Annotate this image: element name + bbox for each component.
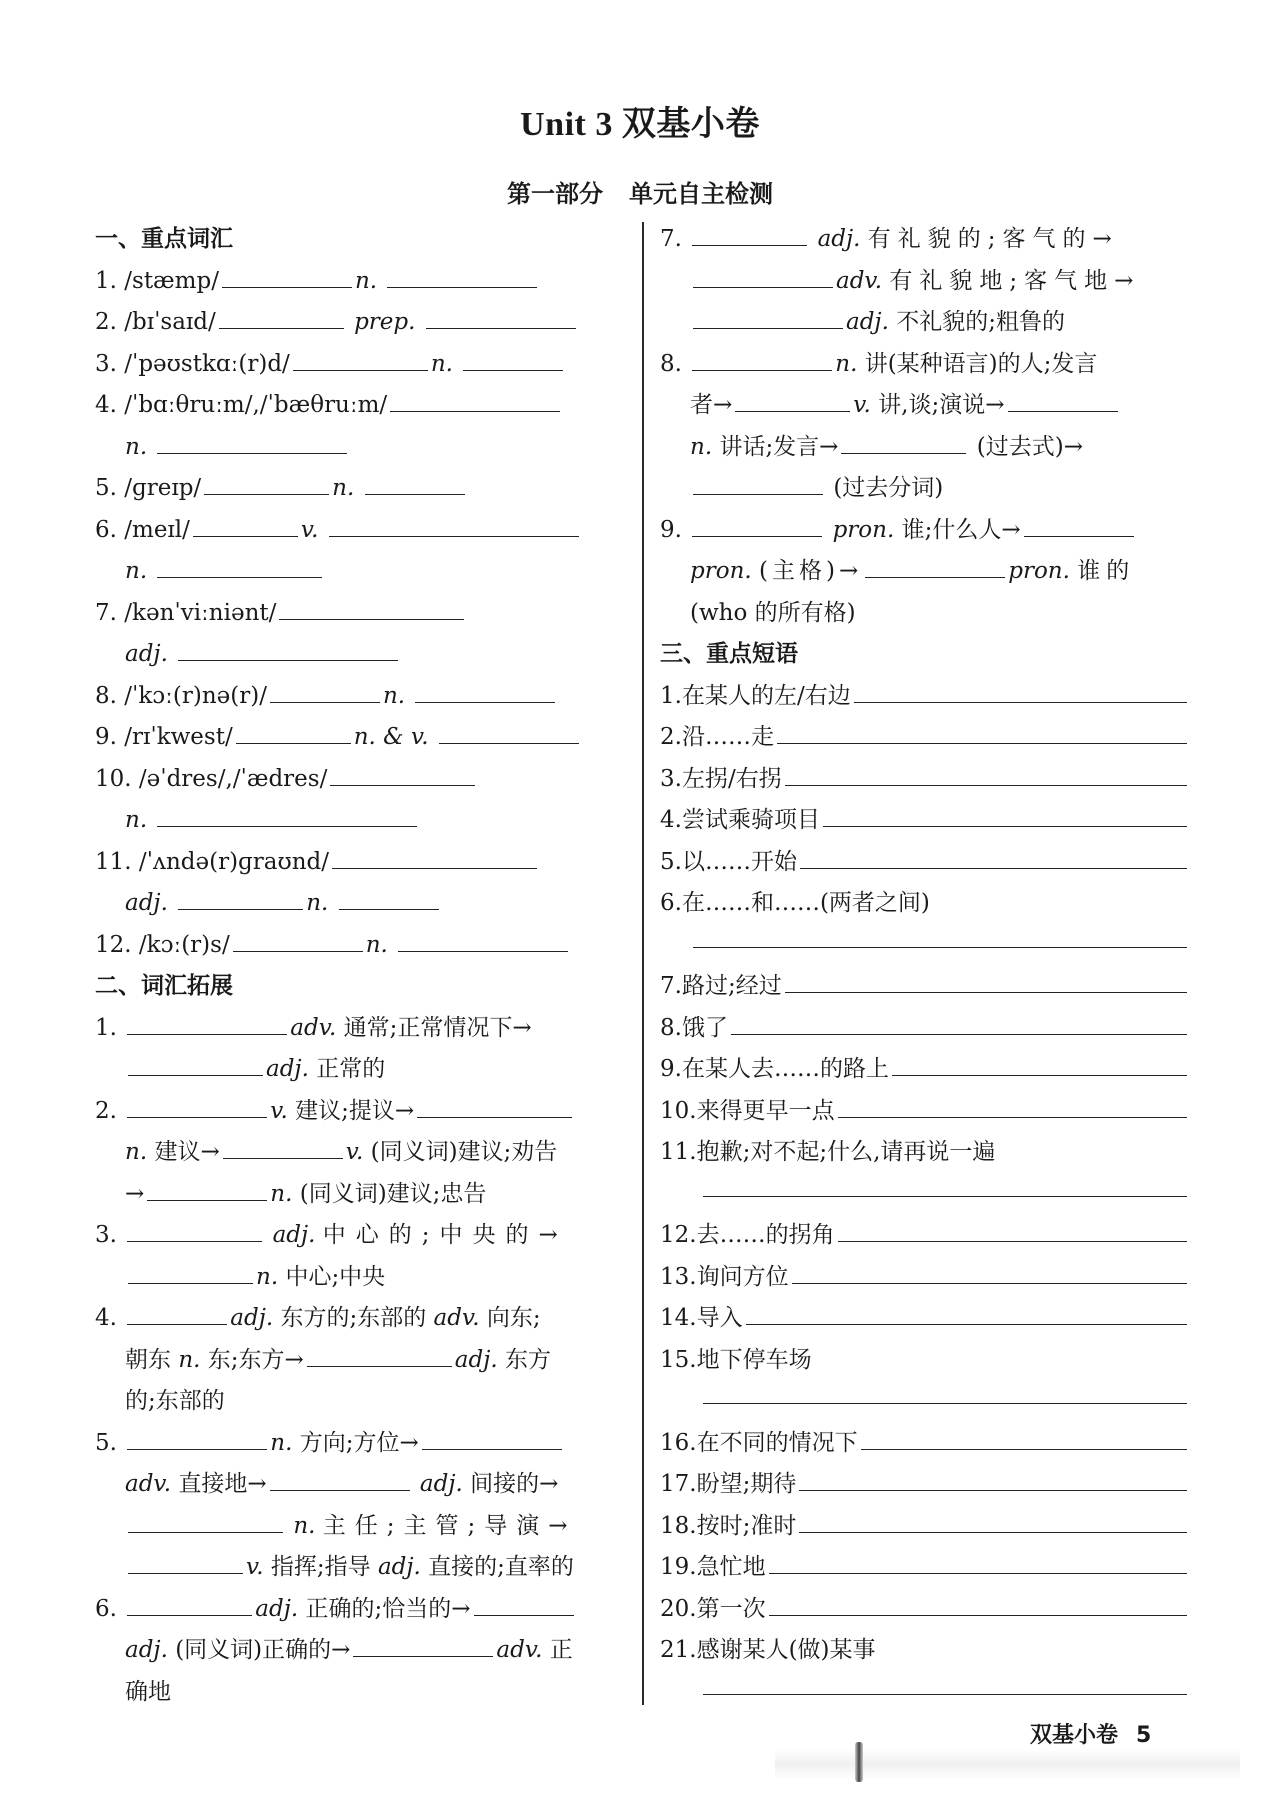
- phrase-item: [660, 842, 1190, 884]
- extension-item: 5. n. 方向;方位→: [95, 1423, 620, 1465]
- phonetic: /ˈbɑːθruːm/,/ˈbæθruːm/: [124, 392, 388, 418]
- answer-blank[interactable]: [307, 1344, 452, 1367]
- phrase-number: 18.: [660, 1512, 697, 1539]
- answer-blank[interactable]: [128, 1053, 263, 1076]
- extension-item-cont: 者→ v. 讲,谈;演说→: [660, 385, 1190, 427]
- answer-blank[interactable]: [439, 721, 579, 744]
- phrase-number: 5.: [660, 848, 682, 875]
- extension-item: 1. adv. 通常;正常情况下→: [95, 1008, 620, 1050]
- answer-blank[interactable]: [865, 555, 1005, 578]
- extension-item-cont: adj. (同义词)正确的→ adv. 正: [95, 1630, 620, 1672]
- extension-item: 8. n. 讲(某种语言)的人;发言: [660, 344, 1190, 386]
- answer-blank[interactable]: [463, 348, 563, 371]
- book-name: 双基小卷: [1030, 1723, 1119, 1748]
- answer-blank[interactable]: [332, 846, 537, 869]
- phrase-number: 4.: [660, 807, 682, 833]
- phrase-text: 第一次: [696, 1595, 766, 1622]
- answer-blank[interactable]: [339, 887, 439, 910]
- answer-blank[interactable]: [426, 306, 576, 329]
- answer-blank[interactable]: [703, 1174, 1187, 1197]
- answer-blank[interactable]: [390, 389, 560, 412]
- phrase-number: 8.: [660, 1014, 682, 1041]
- phrase-item: [660, 883, 1190, 925]
- column-divider: [642, 222, 644, 1705]
- extension-item-cont: n. 讲话;发言→ (过去式)→: [660, 427, 1190, 469]
- vocab-item: 8. /ˈkɔː(r)nə(r)/ n.: [95, 676, 620, 718]
- answer-blank[interactable]: [127, 1593, 252, 1616]
- extension-item-cont: n. 主任;主管;导演→: [95, 1506, 620, 1548]
- phonetic: /ˈpəʊstkɑː(r)d/: [124, 350, 290, 377]
- extension-item-cont: adj. 不礼貌的;粗鲁的: [660, 302, 1190, 344]
- extension-item-cont: n. 中心;中央: [95, 1257, 620, 1299]
- answer-blank[interactable]: [127, 1427, 267, 1450]
- phrase-item: [660, 1506, 1190, 1548]
- answer-blank[interactable]: [735, 389, 850, 412]
- answer-blank[interactable]: [204, 472, 329, 495]
- answer-blank[interactable]: [157, 431, 347, 454]
- extension-item: 9. pron. 谁;什么人→: [660, 510, 1190, 552]
- phrase-number: 19.: [660, 1554, 697, 1580]
- phrase-number: 9.: [660, 1056, 682, 1082]
- phrase-text: 来得更早一点: [696, 1097, 835, 1124]
- answer-blank[interactable]: [193, 514, 298, 537]
- phrase-item: [660, 676, 1190, 718]
- answer-blank[interactable]: [178, 887, 303, 910]
- vocab-item: 9. /rɪˈkwest/ n. & v.: [95, 717, 620, 759]
- phrase-number: 20.: [660, 1595, 697, 1622]
- answer-blank[interactable]: [693, 265, 833, 288]
- phonetic: /stæmp/: [124, 267, 219, 294]
- phrase-number: 13.: [660, 1263, 697, 1290]
- answer-blank[interactable]: [731, 1012, 1187, 1035]
- phrase-text: 在某人去……的路上: [681, 1056, 889, 1082]
- page-number: 5: [1136, 1723, 1152, 1748]
- phrase-number: 1.: [660, 682, 682, 709]
- answer-blank[interactable]: [693, 925, 1187, 948]
- answer-blank[interactable]: [703, 1672, 1187, 1695]
- vocab-item: 4. /ˈbɑːθruːm/,/ˈbæθruːm/: [95, 385, 620, 427]
- answer-blank[interactable]: [415, 680, 555, 703]
- extension-item-cont: (who 的所有格): [690, 599, 856, 626]
- answer-blank[interactable]: [128, 1261, 253, 1284]
- phrase-number: 3.: [660, 765, 682, 792]
- phrase-number: 17.: [660, 1471, 697, 1497]
- phrase-item: [660, 1340, 1190, 1382]
- extension-item-cont: adv. 有礼貌地;客气地→: [660, 261, 1190, 303]
- phrase-text: 导入: [696, 1305, 743, 1331]
- extension-item: 4. adj. 东方的;东部的 adv. 向东;: [95, 1298, 620, 1340]
- answer-blank[interactable]: [693, 472, 823, 495]
- phrase-item: [660, 1215, 1190, 1257]
- vocab-item-cont: n.: [95, 551, 620, 593]
- phrase-item: [660, 1423, 1190, 1465]
- answer-blank[interactable]: [387, 265, 537, 288]
- answer-blank[interactable]: [892, 1053, 1187, 1076]
- answer-blank[interactable]: [233, 929, 363, 952]
- phrase-number: 2.: [660, 724, 682, 750]
- answer-blank[interactable]: [785, 763, 1187, 786]
- answer-blank[interactable]: [692, 223, 807, 246]
- vocab-item: 1. /stæmp/ n.: [95, 261, 620, 303]
- phrase-text: 左拐/右拐: [681, 765, 782, 792]
- extension-item-cont: (过去分词): [660, 468, 1190, 510]
- extension-item-cont: pron. (主格)→ pron. 谁的: [660, 551, 1190, 593]
- phonetic: /ˈʌndə(r)ɡraʊnd/: [138, 848, 330, 875]
- phrase-item: [660, 1464, 1190, 1506]
- section-heading-vocab-extension: 二、词汇拓展: [95, 973, 233, 999]
- answer-blank[interactable]: [353, 1634, 493, 1657]
- answer-blank[interactable]: [692, 514, 822, 537]
- phrase-number: 21.: [660, 1637, 697, 1663]
- phrase-item: [660, 1257, 1190, 1299]
- answer-blank[interactable]: [329, 514, 579, 537]
- phrase-item: [660, 1547, 1190, 1589]
- phonetic: /ɡreɪp/: [124, 475, 202, 501]
- vocab-item-cont: adj. n.: [95, 883, 620, 925]
- answer-blank[interactable]: [769, 1593, 1187, 1616]
- part-name: 单元自主检测: [629, 179, 773, 208]
- answer-blank[interactable]: [799, 1468, 1187, 1491]
- phrase-text: 抱歉;对不起;什么,请再说一遍: [696, 1139, 996, 1165]
- vocab-item-cont: n.: [95, 427, 620, 469]
- phrase-list: [660, 676, 1190, 1714]
- answer-blank[interactable]: [800, 846, 1187, 869]
- phrase-text: 盼望;期待: [696, 1471, 797, 1497]
- phrase-number: 7.: [660, 973, 682, 999]
- extension-item-cont: n. 建议→ v. (同义词)建议;劝告: [95, 1132, 620, 1174]
- extension-item: 3. adj. 中心的;中央的→: [95, 1215, 620, 1257]
- answer-blank[interactable]: [270, 680, 380, 703]
- extension-item-cont: adv. 直接地→ adj. 间接的→: [95, 1464, 620, 1506]
- answer-blank[interactable]: [219, 306, 344, 329]
- answer-blank[interactable]: [222, 265, 352, 288]
- part-heading: [0, 174, 1280, 209]
- answer-blank[interactable]: [474, 1593, 574, 1616]
- vocab-item: 11. /ˈʌndə(r)ɡraʊnd/: [95, 842, 620, 884]
- phonetic: /kənˈviːniənt/: [124, 599, 277, 626]
- phrase-text: 在不同的情况下: [696, 1429, 858, 1456]
- phrase-number: 10.: [660, 1097, 697, 1124]
- answer-blank[interactable]: [854, 680, 1187, 703]
- phonetic: /ˈkɔː(r)nə(r)/: [124, 682, 267, 709]
- phrase-item-cont: [660, 925, 1190, 967]
- section-heading-vocabulary: 一、重点词汇: [95, 226, 233, 252]
- answer-blank[interactable]: [692, 348, 832, 371]
- answer-blank[interactable]: [746, 1302, 1187, 1325]
- extension-item: 6. adj. 正确的;恰当的→: [95, 1589, 620, 1631]
- phrase-item: [660, 1091, 1190, 1133]
- answer-blank[interactable]: [1024, 514, 1134, 537]
- extension-item-cont: adj. 正常的: [95, 1049, 620, 1091]
- answer-blank[interactable]: [147, 1178, 267, 1201]
- phrase-item: [660, 759, 1190, 801]
- answer-blank[interactable]: [157, 804, 417, 827]
- phrase-text: 饿了: [681, 1014, 728, 1041]
- phrase-text: 路过;经过: [681, 973, 782, 999]
- answer-blank[interactable]: [777, 721, 1187, 744]
- vocab-item: 2. /bɪˈsaɪd/ prep.: [95, 302, 620, 344]
- phrase-item-cont: [660, 1381, 1190, 1423]
- answer-blank[interactable]: [127, 1219, 262, 1242]
- phrase-text: 沿……走: [681, 724, 774, 750]
- phrase-item: [660, 1008, 1190, 1050]
- answer-blank[interactable]: [703, 1381, 1187, 1404]
- answer-blank[interactable]: [823, 804, 1187, 827]
- phonetic: /kɔː(r)s/: [138, 931, 230, 958]
- phrase-text: 询问方位: [696, 1263, 789, 1290]
- answer-blank[interactable]: [279, 597, 464, 620]
- phrase-text: 在某人的左/右边: [681, 682, 851, 709]
- left-column: [95, 219, 620, 1713]
- answer-blank[interactable]: [127, 1302, 227, 1325]
- extension-item-cont: 朝东 n. 东;东方→ adj. 东方: [95, 1340, 620, 1382]
- phrase-number: 15.: [660, 1346, 697, 1373]
- scan-artifact-mark: [855, 1742, 863, 1782]
- answer-blank[interactable]: [693, 306, 843, 329]
- vocab-item: 5. /ɡreɪp/ n.: [95, 468, 620, 510]
- answer-blank[interactable]: [799, 1510, 1187, 1533]
- phrase-text: 在……和……(两者之间): [681, 890, 930, 916]
- phrase-item: [660, 1049, 1190, 1091]
- answer-blank[interactable]: [236, 721, 351, 744]
- answer-blank[interactable]: [270, 1468, 410, 1491]
- answer-blank[interactable]: [157, 555, 322, 578]
- phrase-item: [660, 717, 1190, 759]
- answer-blank[interactable]: [861, 1427, 1187, 1450]
- phrase-item: [660, 800, 1190, 842]
- answer-blank[interactable]: [178, 638, 398, 661]
- phrase-text: 急忙地: [696, 1554, 766, 1580]
- scan-artifact: [775, 1750, 1240, 1780]
- phrase-number: 11.: [660, 1139, 697, 1165]
- phrase-text: 地下停车场: [696, 1346, 812, 1373]
- extension-item: 2. v. 建议;提议→: [95, 1091, 620, 1133]
- answer-blank[interactable]: [792, 1261, 1187, 1284]
- extension-item: 7. adj. 有礼貌的;客气的→: [660, 219, 1190, 261]
- phonetic: /meɪl/: [124, 516, 190, 543]
- vocab-item: 10. /əˈdres/,/ˈædres/: [95, 759, 620, 801]
- answer-blank[interactable]: [838, 1095, 1187, 1118]
- answer-blank[interactable]: [417, 1095, 572, 1118]
- answer-blank[interactable]: [365, 472, 465, 495]
- phrase-text: 去……的拐角: [696, 1222, 835, 1248]
- extension-item-cont: v. 指挥;指导 adj. 直接的;直率的: [95, 1547, 620, 1589]
- answer-blank[interactable]: [1008, 389, 1118, 412]
- phonetic: /əˈdres/,/ˈædres/: [138, 765, 328, 792]
- vocab-item: 3. /ˈpəʊstkɑː(r)d/ n.: [95, 344, 620, 386]
- answer-blank[interactable]: [127, 1095, 267, 1118]
- answer-blank[interactable]: [838, 1219, 1187, 1242]
- extension-item-cont: 确地: [125, 1678, 171, 1705]
- phrase-text: 尝试乘骑项目: [681, 807, 820, 833]
- section-heading-phrases: 三、重点短语: [660, 641, 798, 667]
- answer-blank[interactable]: [128, 1551, 243, 1574]
- phrase-number: 6.: [660, 890, 682, 916]
- answer-blank[interactable]: [769, 1551, 1187, 1574]
- vocab-item: 6. /meɪl/ v.: [95, 510, 620, 552]
- vocab-item: 7. /kənˈviːniənt/: [95, 593, 620, 635]
- vocab-item-cont: n.: [95, 800, 620, 842]
- part-label: 第一部分: [507, 179, 603, 208]
- phrase-text: 以……开始: [681, 848, 797, 875]
- answer-blank[interactable]: [330, 763, 475, 786]
- extension-item-cont: → n. (同义词)建议;忠告: [95, 1174, 620, 1216]
- phrase-number: 14.: [660, 1305, 697, 1331]
- answer-blank[interactable]: [398, 929, 568, 952]
- answer-blank[interactable]: [223, 1136, 343, 1159]
- vocab-item-cont: adj.: [95, 634, 620, 676]
- phrase-item: [660, 1298, 1190, 1340]
- extension-item-cont: 的;东部的: [125, 1388, 225, 1414]
- phrase-item: [660, 1132, 1190, 1174]
- phrase-text: 按时;准时: [696, 1512, 797, 1539]
- phrase-item: [660, 966, 1190, 1008]
- phrase-item: [660, 1589, 1190, 1631]
- answer-blank[interactable]: [841, 431, 966, 454]
- phrase-item: [660, 1630, 1190, 1672]
- phonetic: /rɪˈkwest/: [124, 724, 233, 750]
- phrase-number: 12.: [660, 1222, 697, 1248]
- answer-blank[interactable]: [785, 970, 1187, 993]
- answer-blank[interactable]: [127, 1012, 287, 1035]
- phrase-number: 16.: [660, 1429, 697, 1456]
- phrase-item-cont: [660, 1672, 1190, 1714]
- answer-blank[interactable]: [128, 1510, 283, 1533]
- phonetic: /bɪˈsaɪd/: [124, 309, 216, 335]
- right-column: [660, 219, 1190, 1713]
- answer-blank[interactable]: [422, 1427, 562, 1450]
- page-footer: [1030, 1718, 1151, 1749]
- phrase-text: 感谢某人(做)某事: [696, 1637, 876, 1663]
- page-title: Unit 3 双基小卷: [520, 106, 760, 143]
- vocab-item: 12. /kɔː(r)s/ n.: [95, 925, 620, 967]
- answer-blank[interactable]: [293, 348, 428, 371]
- phrase-item-cont: [660, 1174, 1190, 1216]
